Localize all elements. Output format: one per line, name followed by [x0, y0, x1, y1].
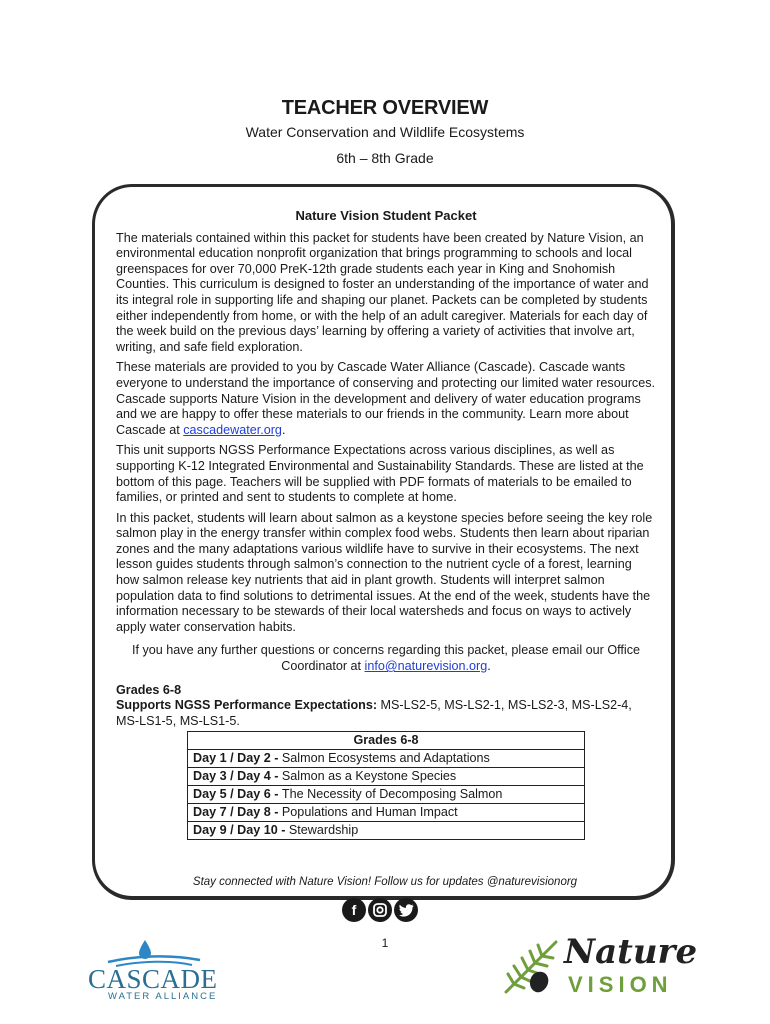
page-title: TEACHER OVERVIEW — [281, 97, 489, 119]
cascade-logo — [88, 938, 228, 1000]
page-subtitle: Water Conservation and Wildlife Ecosystems — [245, 124, 525, 140]
paragraph-salmon: In this packet, students will learn about salmon as a keystone species before seeing the key role salmon play in the energy transfer within complex food webs. Students then learn about riparian zones and the many adaptations various wildlife have to survive in their ecosystems. The next lesson guides students through salmon’s connection to the nutrient cycle of a forest, learning how salmon release key nutrients that aid in plant growth. Students will interpret salmon population data to find solutions to detrimental issues. At the end of the week, students have the information necessary to be stewards of their local watersheds and focus on ways to actively apply water conservation habits. — [116, 510, 653, 634]
row-days: Day 9 / Day 10 - — [193, 823, 289, 838]
nature-logo-bottom: VISION — [568, 972, 673, 997]
grades-label: Grades 6-8 — [116, 682, 182, 697]
row-days: Day 3 / Day 4 - — [193, 769, 282, 784]
schedule-header: Grades 6-8 — [188, 732, 585, 750]
row-days: Day 5 / Day 6 - — [193, 787, 282, 802]
paragraph-cascade-text: These materials are provided to you by Cascade Water Alliance (Cascade). Cascade wants everyone to understand the importance of conserving and protecting our limited water resources. Cascade supports Nature Vision in the development and delivery of water education programs and we are happy to offer these materials to our friends in the community. Learn more about Cascade at — [116, 360, 656, 437]
paragraph-ngss: This unit supports NGSS Performance Expectations across various disciplines, as well as supporting K-12 Integrated Environmental and Sustainability Standards. These are listed at the bottom of this page. Teachers will be supplied with PDF formats of materials to be emailed to families, or printed and sent to students to complete at home. — [116, 443, 644, 505]
stay-connected-text: Stay connected with Nature Vision! Follow us for updates @naturevisionorg — [192, 876, 578, 888]
page-number: 1 — [381, 936, 389, 950]
packet-content — [116, 208, 656, 840]
nature-logo-top: Nature — [564, 932, 698, 972]
row-days: Day 7 / Day 8 - — [193, 805, 282, 820]
instagram-icon[interactable] — [368, 898, 392, 922]
ngss-values: MS-LS2-5, MS-LS2-1, MS-LS2-3, MS-LS2-4, MS-LS1-5, MS-LS1-5. — [116, 698, 632, 728]
row-topic: Populations and Human Impact — [281, 805, 458, 820]
packet-title: Nature Vision Student Packet — [295, 208, 477, 223]
twitter-icon[interactable] — [394, 898, 418, 922]
table-row — [188, 822, 585, 840]
grade-range: 6th – 8th Grade — [336, 150, 434, 166]
schedule-table — [187, 731, 585, 840]
paragraph-intro: The materials contained within this packet for students have been created by Nature Vision, an environmental education nonprofit organization that brings programming to schools and local greenspaces for over 70,000 PreK-12th grade students each year in King and Snohomish Counties. This curriculum is designed to foster an understanding of the importance of water and its integral role in supporting life and shaping our planet. Packets can be completed by students either independently from home, or with the help of an adult caregiver. Materials for each day of the week build on the previous days’ learning by offering a variety of activities that involve art, writing, and safe field exploration. — [116, 230, 649, 354]
row-topic: Stewardship — [288, 823, 359, 838]
table-row — [188, 804, 585, 822]
contact-text: If you have any further questions or concerns regarding this packet, please email our Office Coordinator at — [132, 643, 640, 674]
table-row — [188, 750, 585, 768]
facebook-icon[interactable]: f — [342, 898, 366, 922]
table-row — [188, 768, 585, 786]
fern-icon — [498, 930, 568, 1000]
paragraph-cascade: These materials are provided to you by Cascade Water Alliance (Cascade). Cascade wants everyone to understand the importance of conserving and protecting our limited water resources. Cascade supports Nature Vision in the development and delivery of water education programs and we are happy to offer these materials to our friends in the community. Learn more about Cascade at cascadewater.org. — [116, 360, 656, 437]
ngss-label: Supports NGSS Performance Expectations: — [116, 698, 378, 713]
email-link[interactable]: info@naturevision.org — [364, 659, 488, 674]
row-days: Day 1 / Day 2 - — [193, 751, 282, 766]
ngss-line — [116, 698, 656, 729]
contact-paragraph: If you have any further questions or concerns regarding this packet, please email our Office Coordinator at info@naturevision.org. — [132, 643, 640, 674]
row-topic: Salmon Ecosystems and Adaptations — [281, 751, 490, 766]
cascade-link[interactable]: cascadewater.org — [183, 422, 282, 437]
row-topic: Salmon as a Keystone Species — [281, 769, 457, 784]
table-row — [188, 786, 585, 804]
row-topic: The Necessity of Decomposing Salmon — [281, 787, 503, 802]
nature-vision-logo — [498, 930, 698, 1000]
cascade-logo-name: CASCADE — [88, 964, 218, 994]
cascade-logo-sub: WATER ALLIANCE — [108, 991, 218, 1002]
social-links — [342, 898, 418, 922]
